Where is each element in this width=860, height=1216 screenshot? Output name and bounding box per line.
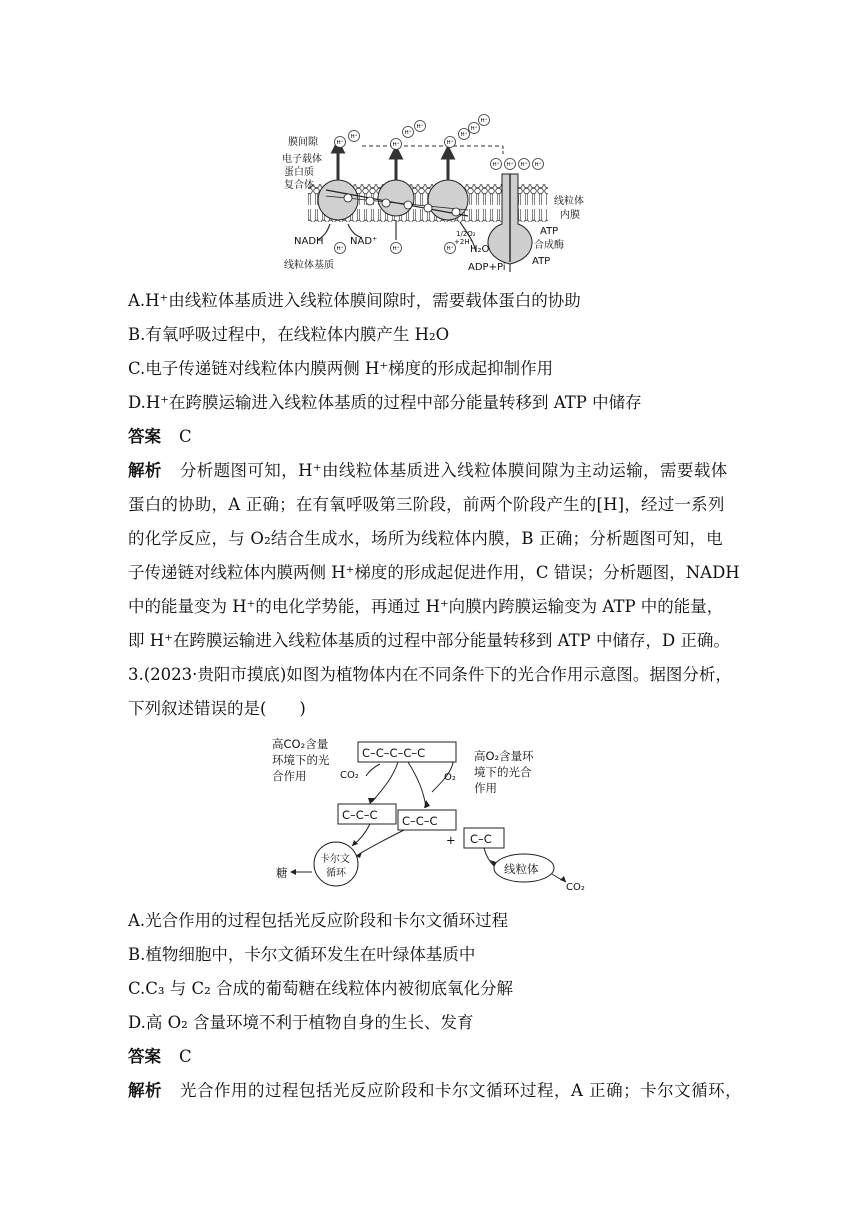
- q3-answer: [128, 1049, 192, 1066]
- label-high-o2-2: 境下的光合: [474, 765, 532, 779]
- calvin-text-1: 卡尔文: [320, 854, 350, 865]
- mitochondria-text: 线粒体: [504, 862, 539, 876]
- q3-option-c: C.C₃ 与 C₂ 合成的葡萄糖在线粒体内被彻底氧化分解: [128, 979, 513, 998]
- label-complex: 复合体: [284, 180, 314, 191]
- q3-stem-2: 下列叙述错误的是( ): [128, 699, 306, 718]
- q2-option-b: B.有氧呼吸过程中，在线粒体内膜产生 H₂O: [128, 325, 450, 344]
- answer-value: C: [179, 427, 192, 446]
- q3-analysis-line-1: [128, 1083, 742, 1100]
- label-two-h: +2H⁺: [454, 238, 474, 246]
- analysis-text: 光合作用的过程包括光反应阶段和卡尔文循环过程，A 正确；卡尔文循环，: [180, 1081, 743, 1100]
- h-label: H⁺: [336, 140, 344, 146]
- answer-value: C: [179, 1047, 192, 1066]
- c2-text: C–C: [470, 832, 492, 846]
- h-label: H⁺: [392, 246, 400, 252]
- answer-label: 答案: [128, 427, 161, 446]
- analysis-label: 解析: [128, 461, 162, 480]
- q2-analysis-line-2: 蛋白的协助，A 正确；在有氧呼吸第三阶段，前两个阶段产生的[H]，经过一系列: [128, 495, 725, 514]
- h-label: H⁺: [506, 162, 514, 168]
- label-high-o2-1: 高O₂含量环: [474, 749, 534, 763]
- label-inner-membrane-2: 内膜: [560, 210, 580, 221]
- h-label: H⁺: [350, 134, 358, 140]
- h-label: H⁺: [460, 132, 468, 138]
- q2-analysis-line-1: [128, 463, 728, 480]
- q3-option-a: A.光合作用的过程包括光反应阶段和卡尔文循环过程: [128, 911, 509, 930]
- label-atp: ATP: [532, 256, 551, 267]
- complex-2: [378, 180, 414, 216]
- q3-stem-1: 3.(2023·贵阳市摸底)如图为植物体内在不同条件下的光合作用示意图。据图分析，: [128, 665, 732, 684]
- calvin-text-2: 循环: [326, 868, 346, 879]
- label-protein: 蛋白质: [284, 167, 314, 178]
- h-label: H⁺: [446, 246, 454, 252]
- mitochondria-membrane-figure: [278, 112, 608, 276]
- q2-analysis-line-3: 的化学反应，与 O₂结合生成水，场所为线粒体内膜，B 正确；分析题图可知，电: [128, 529, 723, 548]
- c3-left-text: C–C–C: [342, 808, 378, 822]
- h-label: H⁺: [446, 140, 454, 146]
- label-half-o2: 1/2O₂: [456, 230, 476, 238]
- o2-in-text: O₂: [444, 772, 456, 783]
- q3-option-d: D.高 O₂ 含量环境不利于植物自身的生长、发育: [128, 1013, 474, 1032]
- label-h2o: H₂O: [470, 244, 490, 255]
- label-adp-pi: ADP+Pi: [468, 262, 506, 273]
- co2-out-text: CO₂: [566, 882, 585, 893]
- q2-analysis-line-6: 即 H⁺在跨膜运输进入线粒体基质的过程中部分能量转移到 ATP 中储存，D 正确。: [128, 631, 730, 650]
- c5-text: C–C–C–C–C: [362, 746, 426, 760]
- h-label: H⁺: [520, 162, 528, 168]
- q2-option-a: A.H⁺由线粒体基质进入线粒体膜间隙时，需要载体蛋白的协助: [128, 291, 581, 310]
- h-label: H⁺: [404, 130, 412, 136]
- plus-sign: +: [446, 833, 456, 847]
- analysis-label: 解析: [128, 1081, 162, 1100]
- h-label: H⁺: [392, 142, 400, 148]
- label-high-co2-2: 环境下的光: [272, 753, 330, 767]
- h-label: H⁺: [480, 118, 488, 124]
- h-label: H⁺: [492, 162, 500, 168]
- label-inner-membrane-1: 线粒体: [554, 196, 584, 207]
- complex-1: [318, 180, 358, 220]
- co2-in-text: CO₂: [340, 770, 359, 781]
- h-label: H⁺: [416, 124, 424, 130]
- h-label: H⁺: [534, 162, 542, 168]
- h-label: H⁺: [336, 246, 344, 252]
- q2-analysis-line-5: 中的能量变为 H⁺的电化学势能，再通过 H⁺向膜内跨膜运输变为 ATP 中的能量，: [128, 597, 724, 616]
- label-electron-carrier: 电子载体: [282, 154, 322, 165]
- label-atp-synthase-2: 合成酶: [534, 240, 564, 251]
- answer-label: 答案: [128, 1047, 161, 1066]
- q3-option-b: B.植物细胞中，卡尔文循环发生在叶绿体基质中: [128, 945, 476, 964]
- q2-analysis-line-4: 子传递链对线粒体内膜两侧 H⁺梯度的形成起促进作用，C 错误；分析题图，NADH: [128, 563, 740, 582]
- label-atp-synthase-1: ATP: [540, 226, 559, 237]
- photosynthesis-figure: [268, 732, 608, 900]
- label-nadh: NADH: [294, 236, 324, 247]
- label-high-o2-3: 作用: [474, 781, 497, 795]
- label-matrix: 线粒体基质: [284, 260, 334, 271]
- label-intermembrane-space: 膜间隙: [288, 137, 318, 148]
- analysis-text: 分析题图可知，H⁺由线粒体基质进入线粒体膜间隙为主动运输，需要载体: [179, 461, 728, 480]
- c3-right-text: C–C–C: [402, 814, 438, 828]
- label-high-co2-3: 合作用: [272, 769, 307, 783]
- q2-option-d: D.H⁺在跨膜运输进入线粒体基质的过程中部分能量转移到 ATP 中储存: [128, 393, 642, 412]
- sugar-text: 糖: [276, 866, 288, 880]
- h-label: H⁺: [470, 126, 478, 132]
- q2-answer: [128, 429, 192, 446]
- label-high-co2-1: 高CO₂含量: [272, 737, 329, 751]
- complex-3: [428, 180, 468, 220]
- q2-option-c: C.电子传递链对线粒体内膜两侧 H⁺梯度的形成起抑制作用: [128, 359, 554, 378]
- label-nad-plus: NAD⁺: [350, 236, 378, 247]
